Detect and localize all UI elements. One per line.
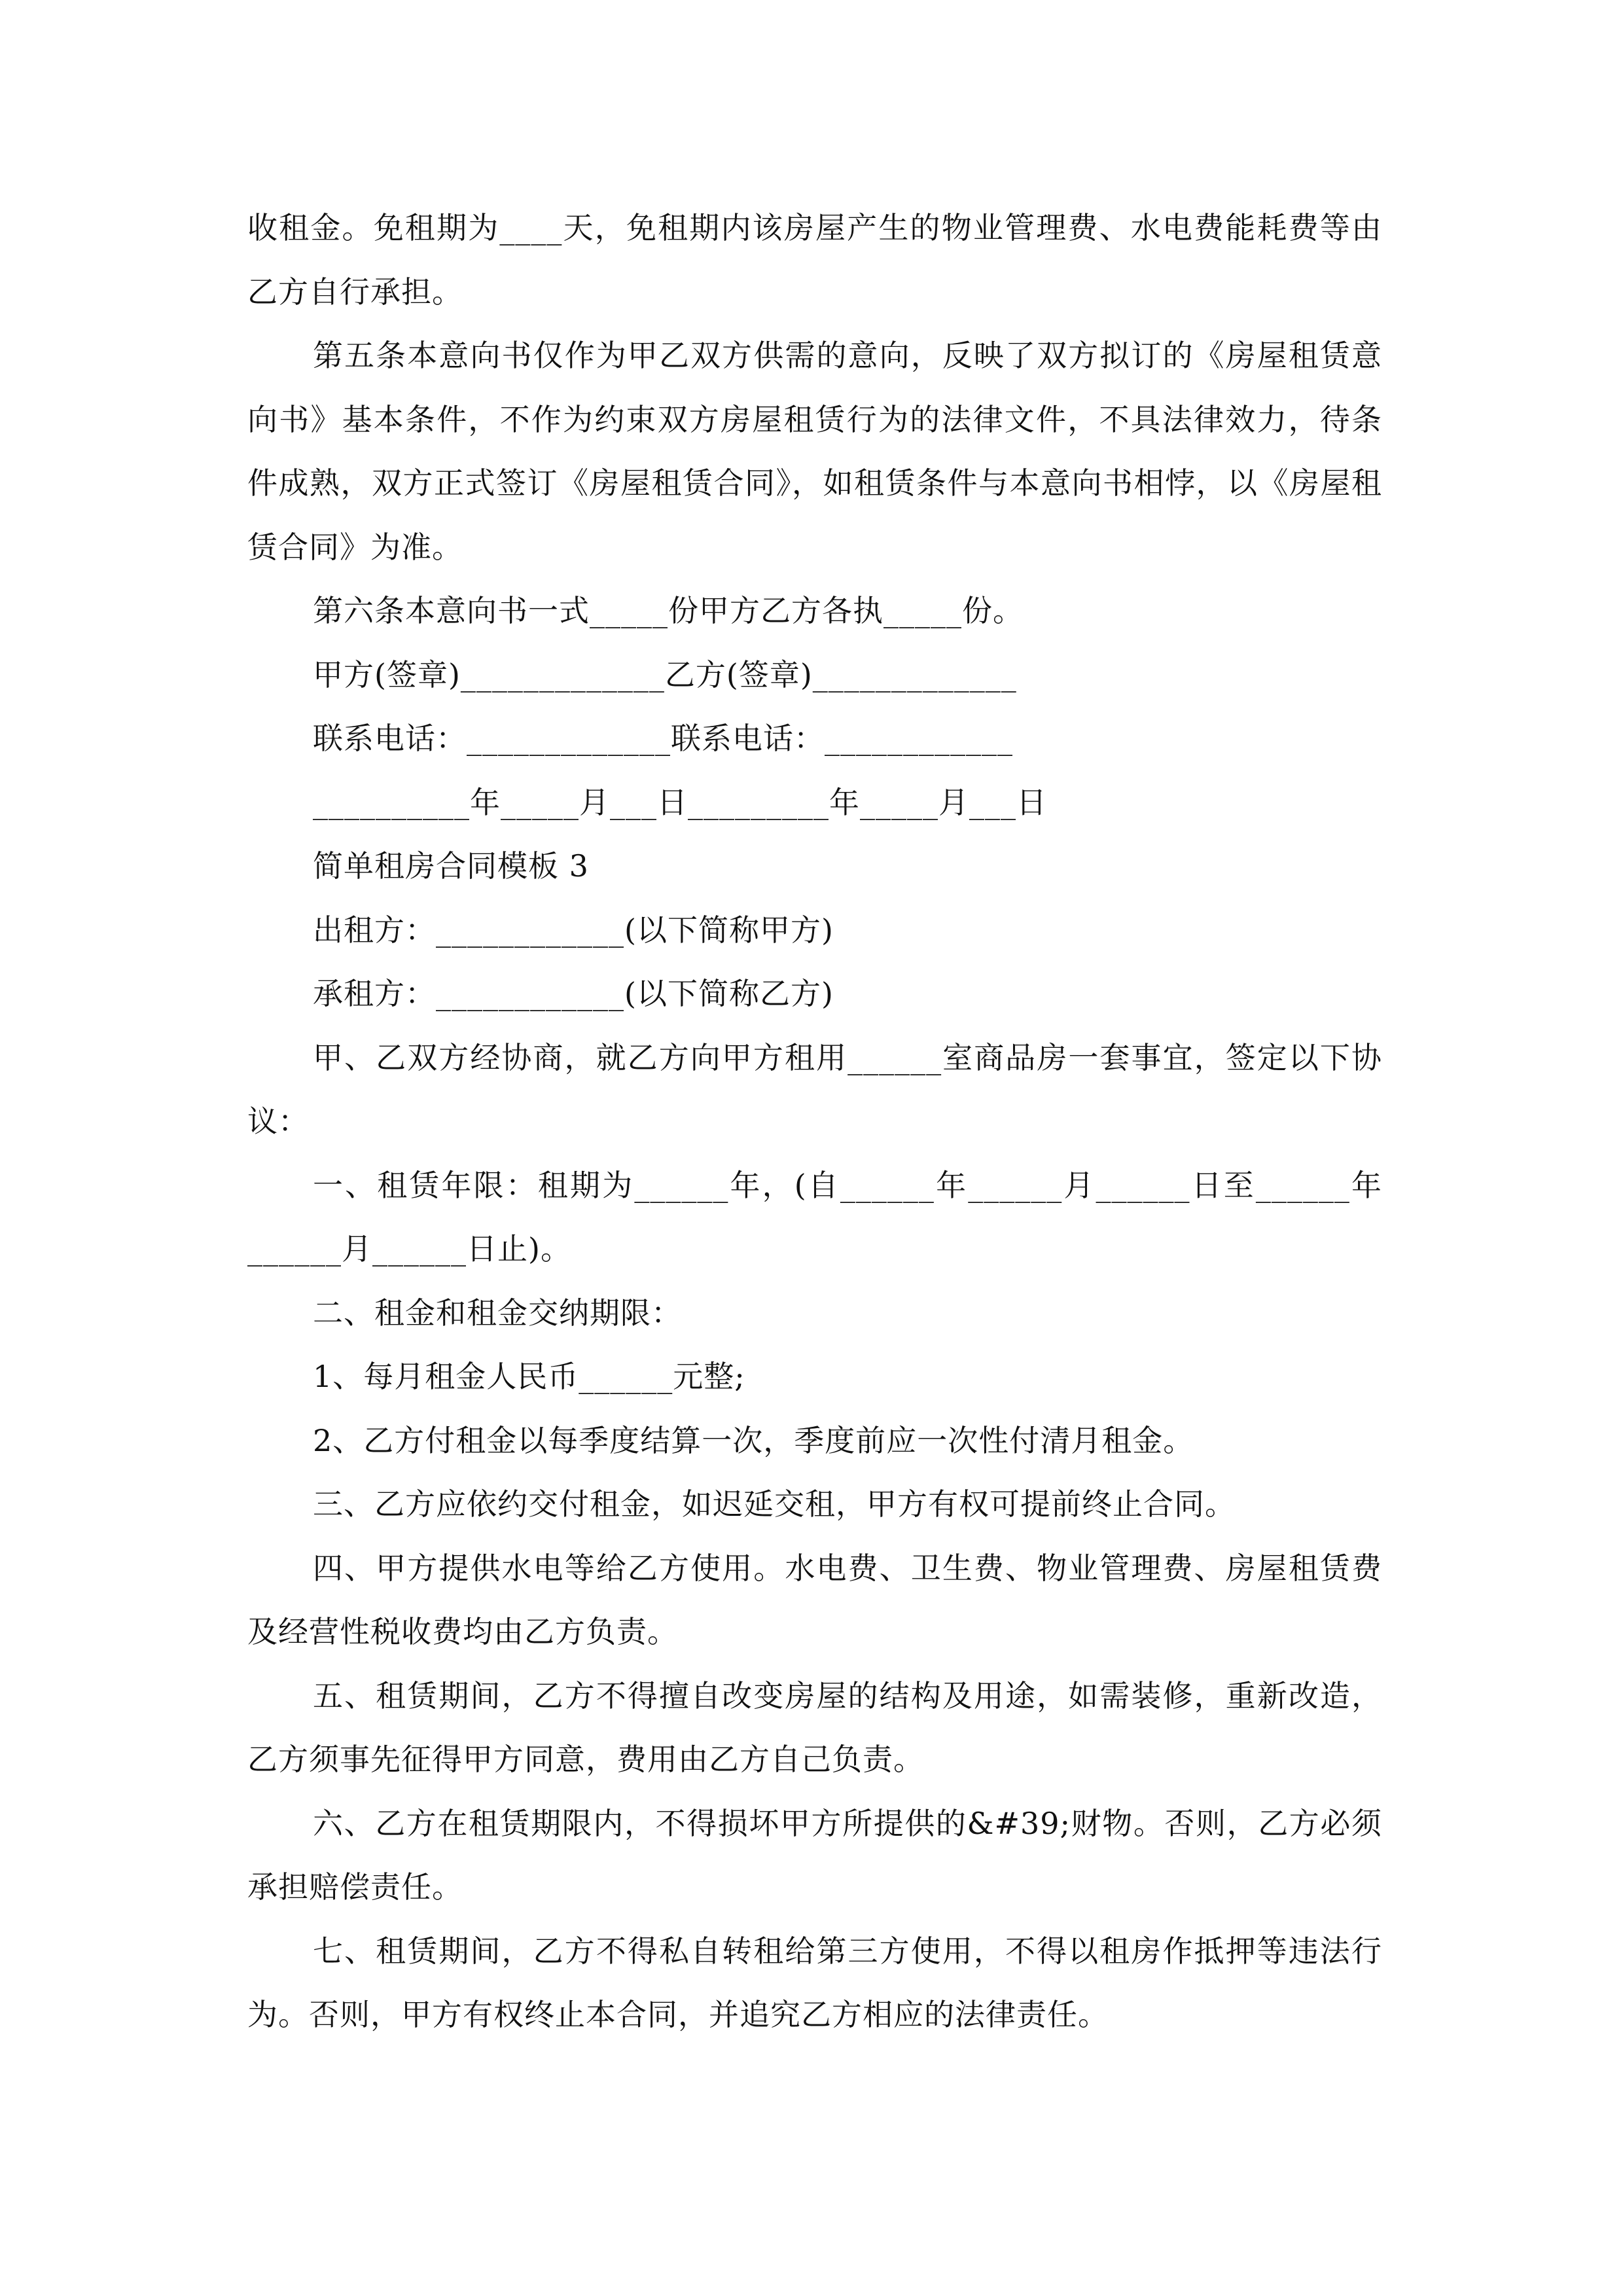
- paragraph: 一、租赁年限：租期为______年，(自______年______月______日至______年______月______日止)。: [247, 1167, 1382, 1266]
- paragraph: 第五条本意向书仅作为甲乙双方供需的意向，反映了双方拟订的《房屋租赁意向书》基本条件，不作为约束双方房屋租赁行为的法律文件，不具法律效力，待条件成熟，双方正式签订《房屋租赁合同》，如租赁条件与本意向书相悖，以《房屋租赁合同》为准。: [247, 338, 1382, 565]
- paragraph: 二、租金和租金交纳期限：: [313, 1295, 682, 1331]
- paragraph: 四、甲方提供水电等给乙方使用。水电费、卫生费、物业管理费、房屋租赁费及经营性税收费均由乙方负责。: [247, 1550, 1382, 1649]
- paragraph: 七、租赁期间，乙方不得私自转租给第三方使用，不得以租房作抵押等违法行为。否则，甲方有权终止本合同，并追究乙方相应的法律责任。: [247, 1933, 1382, 2032]
- paragraph: 联系电话：_____________联系电话：____________: [313, 721, 1013, 756]
- paragraph: 收租金。免租期为____天，免租期内该房屋产生的物业管理费、水电费能耗费等由乙方自行承担。: [247, 210, 1382, 310]
- paragraph: 1、每月租金人民币______元整;: [313, 1359, 745, 1394]
- paragraph: 三、乙方应依约交付租金，如迟延交租，甲方有权可提前终止合同。: [313, 1486, 1236, 1522]
- section-title: 简单租房合同模板 3: [313, 848, 589, 884]
- paragraph: 承租方：____________(以下简称乙方): [313, 976, 834, 1011]
- paragraph: 五、租赁期间，乙方不得擅自改变房屋的结构及用途，如需装修，重新改造，乙方须事先征得甲方同意，费用由乙方自己负责。: [247, 1677, 1382, 1777]
- paragraph: 第六条本意向书一式_____份甲方乙方各执_____份。: [313, 593, 1024, 628]
- paragraph: __________年_____月___日_________年_____月___日: [313, 784, 1047, 820]
- paragraph: 2、乙方付租金以每季度结算一次，季度前应一次性付清月租金。: [313, 1422, 1194, 1458]
- paragraph: 甲、乙双方经协商，就乙方向甲方租用______室商品房一套事宜，签定以下协议：: [247, 1039, 1382, 1139]
- document-body: [247, 196, 1382, 2047]
- paragraph: 六、乙方在租赁期限内，不得损坏甲方所提供的&#39;财物。否则，乙方必须承担赔偿责任。: [247, 1805, 1382, 1905]
- paragraph: 甲方(签章)_____________乙方(签章)_____________: [313, 656, 1017, 692]
- paragraph: 出租方：____________(以下简称甲方): [313, 912, 834, 948]
